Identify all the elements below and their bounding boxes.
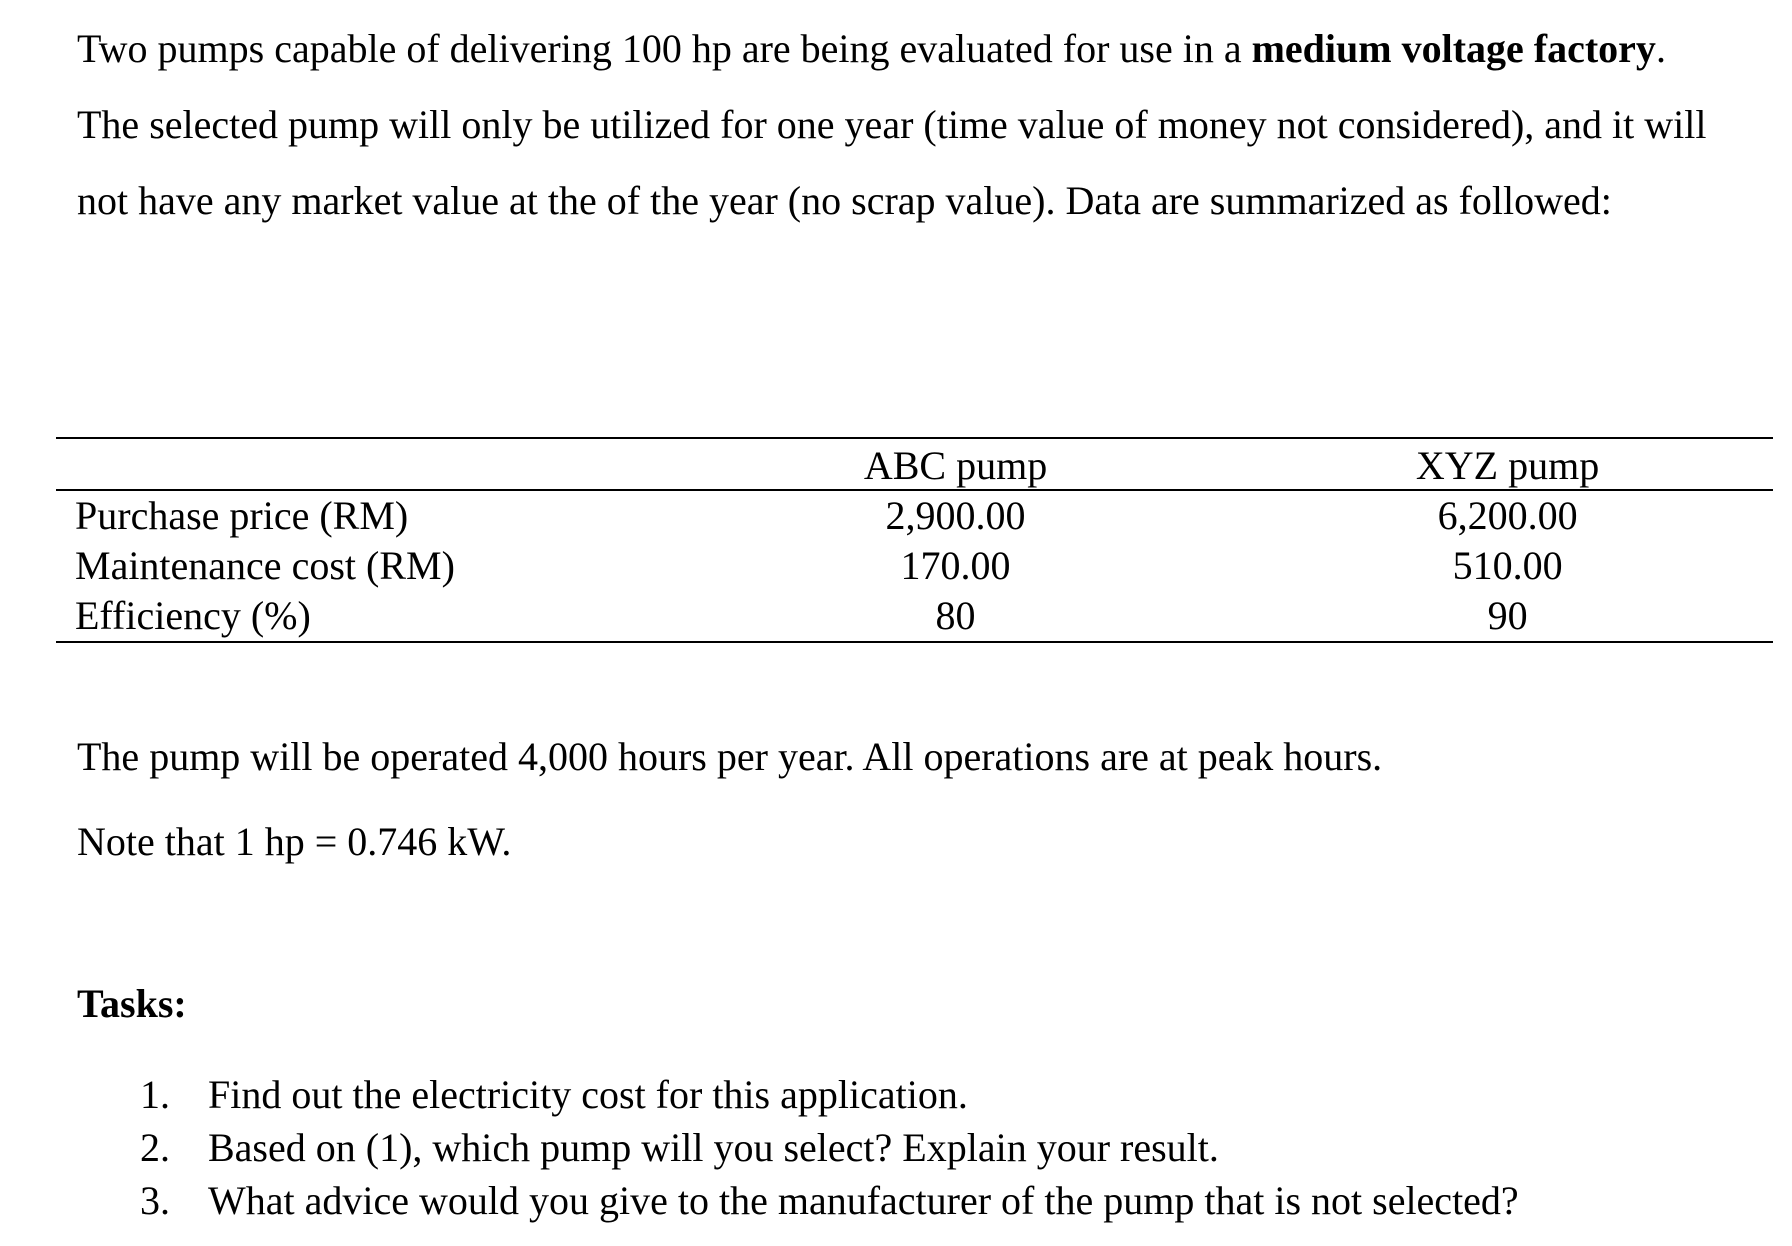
operation-hours-paragraph: The pump will be operated 4,000 hours per year. All operations are at peak hours. [77,734,1383,779]
xyz-value: 510.00 [1452,543,1563,588]
xyz-value: 90 [1487,593,1528,638]
abc-value: 170.00 [900,543,1011,588]
task-number: 1. [140,1072,170,1117]
list-item [140,1121,1519,1174]
list-item [140,1068,1519,1121]
intro-paragraph [77,11,1737,239]
xyz-value: 6,200.00 [1437,493,1578,538]
intro-bold-phrase: medium voltage factory [1251,26,1656,71]
intro-text-part2: . The selected pump will only be utilized for one year (time value of money not considered), and it will not have any market value at the of the year (no scrap value). Data are summarized as followed: [77,26,1707,223]
table-row [56,490,1773,541]
tasks-list [140,1068,1519,1227]
table-row [56,541,1773,591]
table-header-empty [56,438,669,490]
abc-value: 2,900.00 [885,493,1026,538]
table-row [56,591,1773,642]
row-label: Purchase price (RM) [75,493,409,538]
task-text: What advice would you give to the manufacturer of the pump that is not selected? [208,1178,1519,1223]
table-header-row [56,438,1773,490]
row-label: Efficiency (%) [75,593,311,638]
table-header-xyz: XYZ pump [1415,443,1600,488]
task-text: Find out the electricity cost for this application. [208,1072,968,1117]
task-text: Based on (1), which pump will you select? Explain your result. [208,1125,1219,1170]
task-number: 3. [140,1178,170,1223]
task-number: 2. [140,1125,170,1170]
list-item [140,1174,1519,1227]
pump-comparison-table-wrapper [56,437,1773,643]
tasks-heading: Tasks: [77,981,187,1026]
abc-value: 80 [935,593,976,638]
intro-text-part1: Two pumps capable of delivering 100 hp are being evaluated for use in a [77,26,1252,71]
pump-comparison-table [56,437,1773,643]
table-header-abc: ABC pump [863,443,1048,488]
row-label: Maintenance cost (RM) [75,543,455,588]
conversion-note-paragraph: Note that 1 hp = 0.746 kW. [77,819,512,864]
